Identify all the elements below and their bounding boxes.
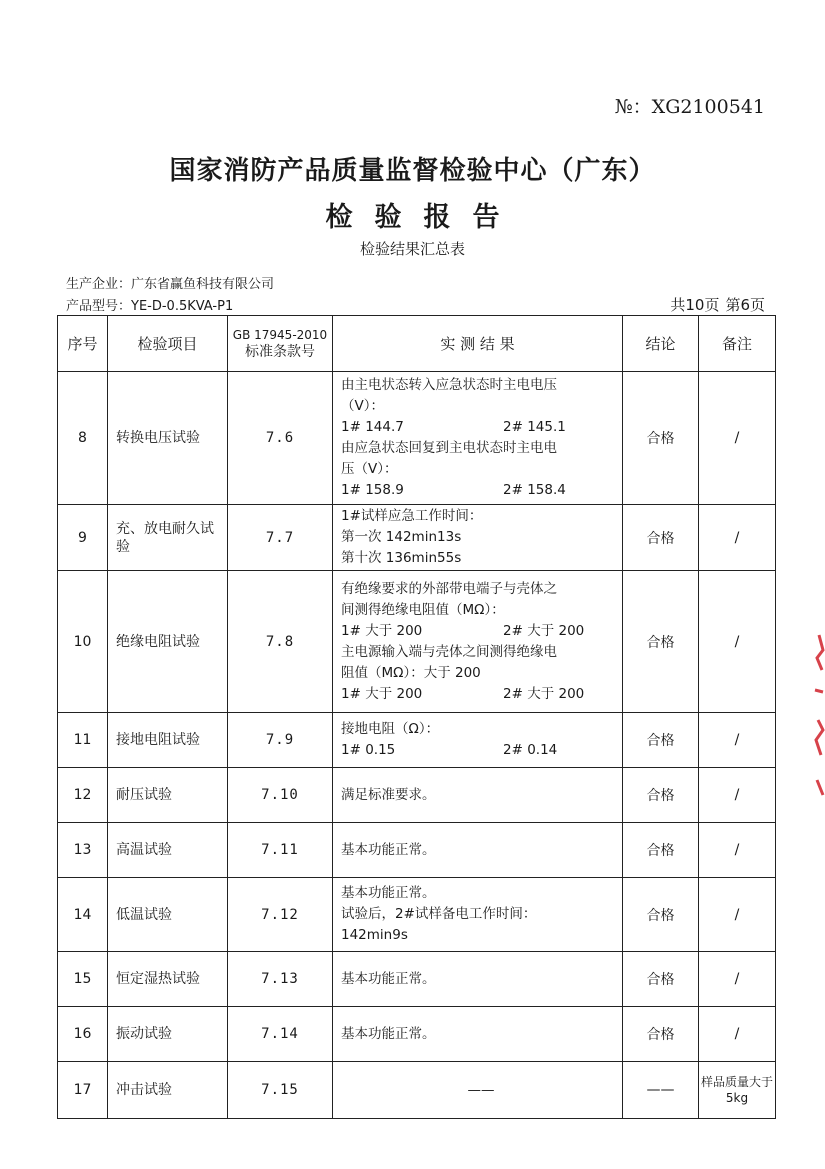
remark: / — [699, 505, 776, 571]
sample-values — [341, 417, 621, 438]
standard-clause: 7.14 — [228, 1007, 333, 1062]
test-result — [333, 878, 623, 952]
result-line: —— — [467, 1081, 495, 1098]
row-number: 10 — [58, 571, 108, 713]
test-item: 转换电压试验 — [108, 372, 228, 505]
conclusion: 合格 — [623, 571, 699, 713]
table-row — [58, 505, 776, 571]
sample-2-value: 2# 大于 200 — [503, 685, 585, 702]
test-result — [333, 768, 623, 823]
institution-title: 国家消防产品质量监督检验中心（广东） — [169, 156, 656, 186]
table-row — [58, 713, 776, 768]
standard-clause: 7.10 — [228, 768, 333, 823]
standard-clause: 7.7 — [228, 505, 333, 571]
header-standard-code: GB 17945-2010 — [232, 327, 328, 342]
result-line: 1#试样应急工作时间： — [341, 508, 483, 524]
result-line: 基本功能正常。 — [341, 970, 436, 987]
standard-clause: 7.13 — [228, 952, 333, 1007]
seal-stamp-fragment — [811, 630, 825, 810]
standard-clause: 7.8 — [228, 571, 333, 713]
result-line: 142min9s — [341, 927, 408, 943]
remark: 样品质量大于5kg — [699, 1062, 776, 1119]
test-result — [333, 952, 623, 1007]
summary-title: 检验结果汇总表 — [359, 240, 465, 258]
standard-clause: 7.12 — [228, 878, 333, 952]
remark: / — [699, 952, 776, 1007]
result-line: 第一次 142min13s — [341, 529, 462, 545]
remark: / — [699, 878, 776, 952]
results-table — [57, 315, 776, 1119]
conclusion: 合格 — [623, 823, 699, 878]
row-number: 8 — [58, 372, 108, 505]
table-row — [58, 1062, 776, 1119]
result-line: 满足标准要求。 — [341, 786, 436, 803]
sample-values — [341, 621, 621, 642]
result-line: 接地电阻（Ω）： — [341, 721, 440, 737]
header-item: 检验项目 — [108, 316, 228, 372]
conclusion: 合格 — [623, 768, 699, 823]
conclusion: 合格 — [623, 713, 699, 768]
report-number: №：XG2100541 — [614, 96, 765, 118]
row-number: 13 — [58, 823, 108, 878]
table-row — [58, 571, 776, 713]
result-line: 阻值（MΩ）：大于 200 — [341, 664, 481, 681]
result-line: 压（V）： — [341, 461, 398, 477]
result-line: 由主电状态转入应急状态时主电电压 — [341, 377, 557, 393]
test-item: 高温试验 — [108, 823, 228, 878]
header-note: 备注 — [699, 316, 776, 372]
conclusion: —— — [623, 1062, 699, 1119]
test-result — [333, 823, 623, 878]
result-line: 第十次 136min55s — [341, 550, 462, 566]
row-number: 15 — [58, 952, 108, 1007]
table-row — [58, 823, 776, 878]
sample-1-value: 1# 0.15 — [341, 742, 396, 758]
test-item: 低温试验 — [108, 878, 228, 952]
row-number: 9 — [58, 505, 108, 571]
standard-clause: 7.11 — [228, 823, 333, 878]
sample-values — [341, 684, 621, 705]
sample-1-value: 1# 144.7 — [341, 419, 404, 435]
sample-2-value: 2# 145.1 — [503, 419, 566, 435]
result-line: 基本功能正常。 — [341, 841, 436, 858]
remark: / — [699, 713, 776, 768]
standard-clause: 7.15 — [228, 1062, 333, 1119]
conclusion: 合格 — [623, 505, 699, 571]
table-row — [58, 768, 776, 823]
test-item: 耐压试验 — [108, 768, 228, 823]
test-item: 接地电阻试验 — [108, 713, 228, 768]
result-line: 主电源输入端与壳体之间测得绝缘电 — [341, 643, 557, 660]
sample-2-value: 2# 0.14 — [503, 742, 558, 758]
table-row — [58, 952, 776, 1007]
row-number: 16 — [58, 1007, 108, 1062]
standard-clause: 7.6 — [228, 372, 333, 505]
sample-values — [341, 480, 621, 501]
test-result — [333, 713, 623, 768]
header-standard-clause: 标准条款号 — [245, 343, 315, 360]
header-no: 序号 — [58, 316, 108, 372]
result-line: 由应急状态回复到主电状态时主电电 — [341, 440, 557, 456]
test-result — [333, 571, 623, 713]
conclusion: 合格 — [623, 1007, 699, 1062]
page-info — [664, 294, 765, 315]
row-number: 12 — [58, 768, 108, 823]
result-line: （V）： — [341, 398, 384, 414]
result-line: 试验后，2#试样备电工作时间： — [341, 906, 537, 922]
test-result — [333, 1062, 623, 1119]
row-number: 17 — [58, 1062, 108, 1119]
sample-1-value: 1# 大于 200 — [341, 685, 423, 702]
test-item: 恒定湿热试验 — [108, 952, 228, 1007]
header-standard — [228, 316, 333, 372]
sample-values — [341, 740, 621, 761]
manufacturer: 生产企业：广东省赢鱼科技有限公司 — [66, 277, 275, 292]
result-line: 有绝缘要求的外部带电端子与壳体之 — [341, 580, 557, 597]
conclusion: 合格 — [623, 372, 699, 505]
remark: / — [699, 768, 776, 823]
table-header-row — [58, 316, 776, 372]
test-result — [333, 505, 623, 571]
table-row — [58, 878, 776, 952]
remark: / — [699, 571, 776, 713]
result-line: 间测得绝缘电阻值（MΩ）： — [341, 601, 505, 618]
test-result — [333, 372, 623, 505]
row-number: 11 — [58, 713, 108, 768]
test-result — [333, 1007, 623, 1062]
row-number: 14 — [58, 878, 108, 952]
table-row — [58, 372, 776, 505]
test-item: 绝缘电阻试验 — [108, 571, 228, 713]
report-title: 检验报告 — [325, 202, 522, 233]
sample-1-value: 1# 158.9 — [341, 482, 404, 498]
test-item: 冲击试验 — [108, 1062, 228, 1119]
remark: / — [699, 1007, 776, 1062]
sample-2-value: 2# 大于 200 — [503, 622, 585, 639]
conclusion: 合格 — [623, 952, 699, 1007]
result-line: 基本功能正常。 — [341, 885, 436, 901]
remark: / — [699, 372, 776, 505]
page-total: 共10页 — [670, 296, 720, 314]
header-result: 实 测 结 果 — [333, 316, 623, 372]
table-row — [58, 1007, 776, 1062]
result-line: 基本功能正常。 — [341, 1025, 436, 1042]
test-item: 充、放电耐久试验 — [108, 505, 228, 571]
sample-1-value: 1# 大于 200 — [341, 622, 423, 639]
remark: / — [699, 823, 776, 878]
sample-2-value: 2# 158.4 — [503, 482, 566, 498]
page-current: 第6页 — [725, 296, 765, 314]
product-model: 产品型号：YE-D-0.5KVA-P1 — [66, 299, 234, 314]
test-item: 振动试验 — [108, 1007, 228, 1062]
standard-clause: 7.9 — [228, 713, 333, 768]
header-conclusion: 结论 — [623, 316, 699, 372]
conclusion: 合格 — [623, 878, 699, 952]
